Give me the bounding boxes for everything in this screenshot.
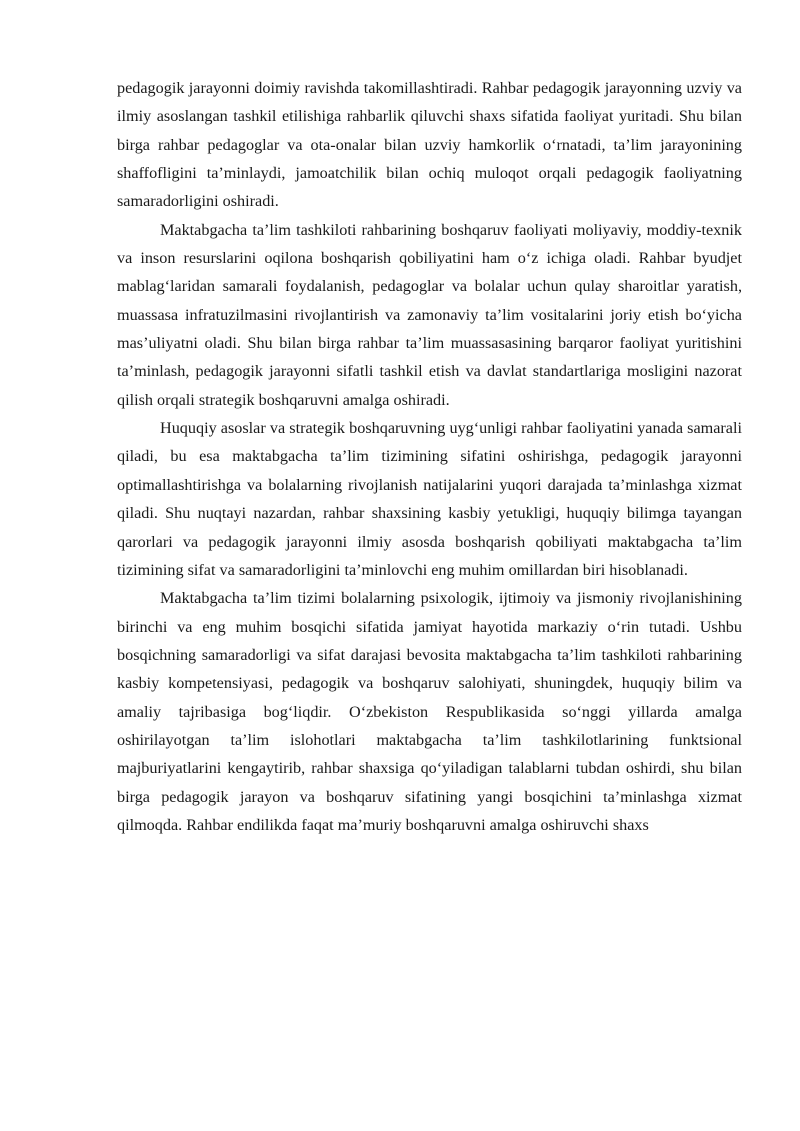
paragraph-3: Huquqiy asoslar va strategik boshqaruvning uyg‘unligi rahbar faoliyatini yanada samarali qiladi, bu esa maktabgacha ta’lim tizimining sifatini oshirishga, pedagogik jarayonni optimallashtirishga va bolalarning rivojlanish natijalarini yuqori darajada ta’minlashga xizmat qiladi. Shu nuqtayi nazardan, rahbar shaxsining kasbiy yetukligi, huquqiy bilimga tayangan qarorlari va pedagogik jarayonni ilmiy asosda boshqarish qobiliyati maktabgacha ta’lim tizimining sifat va samaradorligini ta’minlovchi eng muhim omillardan biri hisoblanadi. — [117, 419, 742, 579]
paragraph-4: Maktabgacha ta’lim tizimi bolalarning psixologik, ijtimoiy va jismoniy rivojlanishining birinchi va eng muhim bosqichi sifatida jamiyat hayotida markaziy o‘rin tutadi. Ushbu bosqichning samaradorligi va sifat darajasi bevosita maktabgacha ta’lim tashkiloti rahbarining kasbiy kompetensiyasi, pedagogik va boshqaruv salohiyati, shuningdek, huquqiy bilim va amaliy tajribasiga bog‘liqdir. O‘zbekiston Respublikasida so‘nggi yillarda amalga oshirilayotgan ta’lim islohotlari maktabgacha ta’lim tashkilotlarining funktsional majburiyatlarini kengaytirib, rahbar shaxsiga qo‘yiladigan talablarni tubdan oshirdi, shu bilan birga pedagogik jarayon va boshqaruv sifatining yangi bosqichini ta’minlashga xizmat qilmoqda. Rahbar endilikda faqat ma’muriy boshqaruvni amalga oshiruvchi shaxs — [117, 589, 742, 834]
paragraph-2: Maktabgacha ta’lim tashkiloti rahbarining boshqaruv faoliyati moliyaviy, moddiy-texnik va inson resurslarini oqilona boshqarish qobiliyatini ham o‘z ichiga oladi. Rahbar byudjet mablag‘laridan samarali foydalanish, pedagoglar va bolalar uchun qulay sharoitlar yaratish, muassasa infratuzilmasini rivojlantirish va zamonaviy ta’lim vositalarini joriy etish bo‘yicha mas’uliyatni oladi. Shu bilan birga rahbar ta’lim muassasasining barqaror faoliyat yuritishini ta’minlash, pedagogik jarayonni sifatli tashkil etish va davlat standartlariga mosligini nazorat qilish orqali strategik boshqaruvni amalga oshiradi. — [117, 220, 742, 409]
document-page — [117, 74, 742, 839]
paragraph-1: pedagogik jarayonni doimiy ravishda takomillashtiradi. Rahbar pedagogik jarayonning uzviy va ilmiy asoslangan tashkil etilishiga rahbarlik qiluvchi shaxs sifatida faoliyat yuritadi. Shu bilan birga rahbar pedagoglar va ota-onalar bilan uzviy hamkorlik o‘rnatadi, ta’lim jarayonining shaffofligini ta’minlaydi, jamoatchilik bilan ochiq muloqot orqali pedagogik faoliyatning samaradorligini oshiradi. — [117, 79, 742, 211]
